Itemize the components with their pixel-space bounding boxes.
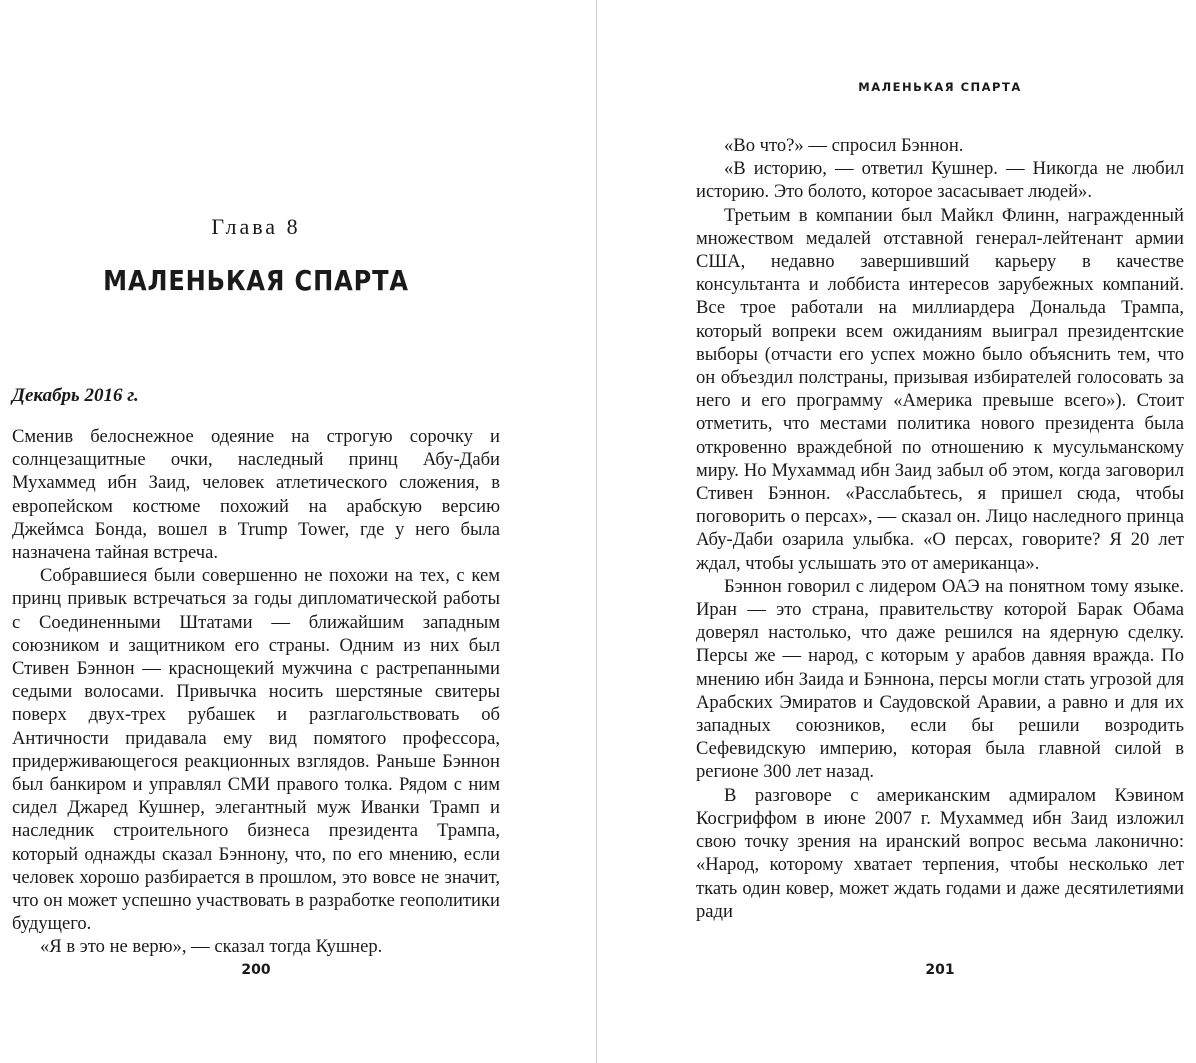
paragraph: «Я в это не верю», — сказал тогда Кушнер.: [40, 936, 383, 958]
page-number-left: 200: [241, 962, 271, 978]
paragraph: В разговоре с американским адмиралом Кэвином Косгриффом в июне 2007 г. Мухаммед ибн Заид изложил свою точку зрения на иранский вопрос весьма лаконично: «Народ, которому хватает терпения, чтобы несколько лет ткать один ковер, может ждать годами и даже десятилетиями ради: [696, 784, 1184, 922]
paragraph: «В историю, — ответил Кушнер. — Никогда не любил историю. Это болото, которое засасывает людей».: [696, 158, 1184, 203]
left-page-body: [12, 425, 500, 959]
chapter-title: МАЛЕНЬКАЯ СПАРТА: [103, 264, 409, 297]
chapter-label: Глава 8: [211, 214, 301, 239]
paragraph: Сменив белоснежное одеяние на строгую сорочку и солнцезащитные очки, наследный принц Абу-Даби Мухаммед ибн Заид, человек атлетического сложения, в европейском костюме похожий на арабскую версию Джеймса Бонда, вошел в Trump Tower, где у него была назначена тайная встреча.: [12, 426, 500, 564]
paragraph: Бэннон говорил с лидером ОАЭ на понятном тому языке. Иран — это страна, правительству которой Барак Обама доверял настолько, что даже решился на ядерную сделку. Персы же — народ, с которым у арабов давняя вражда. По мнению ибн Заида и Бэннона, персы могли стать угрозой для Арабских Эмиратов и Саудовской Аравии, а равно и для их западных союзников, если бы решили возродить Сефевидскую империю, которая была главной силой в регионе 300 лет назад.: [696, 575, 1184, 783]
running-head: МАЛЕНЬКАЯ СПАРТА: [858, 80, 1022, 94]
page-number-right: 201: [925, 962, 955, 978]
date-line: Декабрь 2016 г.: [12, 385, 139, 406]
right-page: [597, 0, 1196, 1063]
left-page: [0, 0, 596, 1063]
right-page-body: [696, 134, 1184, 923]
paragraph: Собравшиеся были совершенно не похожи на тех, с кем принц привык встречаться за годы дипломатической работы с Соединенными Штатами — ближайшим западным союзником и защитником его страны. Одним из них был Стивен Бэннон — краснощекий мужчина с растрепанными седыми волосами. Привычка носить шерстяные свитеры поверх двух-трех рубашек и разглагольствовать об Античности придавала ему вид помятого профессора, придерживающегося реакционных взглядов. Раньше Бэннон был банкиром и управлял СМИ правого толка. Рядом с ним сидел Джаред Кушнер, элегантный муж Иванки Трамп и наследник строительного бизнеса президента Трампа, который однажды сказал Бэннону, что, по его мнению, если человек хорошо разбирается в прошлом, это вовсе не значит, что он может успешно участвовать в разработке геополитики будущего.: [12, 565, 500, 935]
paragraph: Третьим в компании был Майкл Флинн, награжденный множеством медалей отставной генерал-лейтенант армии США, недавно завершивший карьеру в качестве консультанта и лоббиста интересов зарубежных компаний. Все трое работали на миллиардера Дональда Трампа, который вопреки всем ожиданиям выиграл президентские выборы (отчасти его успех можно было объяснить тем, что он объездил полстраны, призывая избирателей голосовать за него и его программу «Америка превыше всего»). Стоит отметить, что местами политика нового президента была откровенно враждебной по отношению к мусульманскому миру. Но Мухаммад ибн Заид забыл об этом, когда заговорил Стивен Бэннон. «Расслабьтесь, я пришел сюда, чтобы поговорить о персах», — сказал он. Лицо наследного принца Абу-Даби озарила улыбка. «О персах, говорите? Я 20 лет ждал, чтобы услышать это от американца».: [696, 204, 1184, 574]
paragraph: «Во что?» — спросил Бэннон.: [724, 135, 964, 156]
